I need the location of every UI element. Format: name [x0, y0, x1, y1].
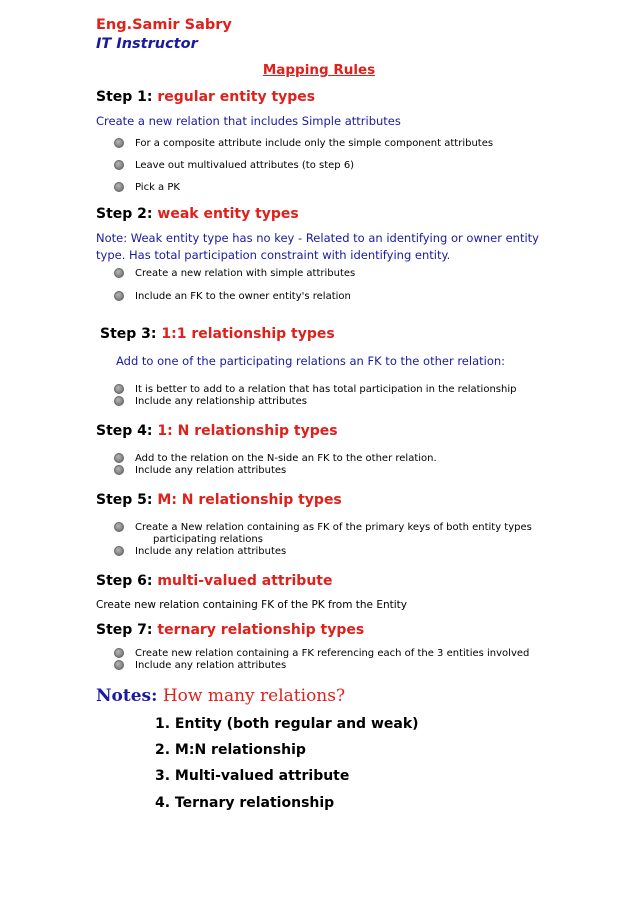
step-1-label: Step 1: — [96, 89, 153, 105]
bullet-icon — [114, 160, 124, 170]
step-6-label: Step 6: — [96, 573, 153, 589]
step-4-bullet-1: Add to the relation on the N-side an FK to the other relation. — [135, 453, 437, 464]
document-title-text: Mapping Rules — [262, 62, 376, 78]
step-6-text: Create new relation containing FK of the PK from the Entity — [96, 599, 408, 611]
step-5-bullet-1-continued: participating relations — [153, 534, 263, 545]
step-7-heading — [96, 622, 364, 638]
step-5-bullet-2: Include any relation attributes — [135, 546, 287, 557]
step-6-heading — [96, 573, 333, 589]
step-2-bullet-2: Include an FK to the owner entity's relation — [135, 291, 351, 302]
step-5-name: M: N relationship types — [157, 492, 342, 508]
notes-item-2: 2. M:N relationship — [155, 742, 306, 758]
bullet-icon — [114, 453, 124, 463]
notes-item-1: 1. Entity (both regular and weak) — [155, 716, 419, 732]
step-4-name: 1: N relationship types — [157, 423, 338, 439]
step-1-bullet-1: For a composite attribute include only the simple component attributes — [135, 138, 494, 149]
bullet-icon — [114, 384, 124, 394]
step-1-bullet-3: Pick a PK — [135, 182, 180, 193]
step-7-bullet-2: Include any relation attributes — [135, 660, 287, 671]
bullet-icon — [114, 396, 124, 406]
step-7-name: ternary relationship types — [157, 622, 365, 638]
step-2-note-line-1: Note: Weak entity type has no key - Related to an identifying or owner entity — [96, 231, 539, 245]
bullet-icon — [114, 660, 124, 670]
bullet-icon — [114, 291, 124, 301]
notes-heading — [96, 686, 345, 706]
bullet-icon — [114, 138, 124, 148]
step-1-bullet-2: Leave out multivalued attributes (to step 6) — [135, 160, 355, 171]
step-6-name: multi-valued attribute — [157, 573, 333, 589]
bullet-icon — [114, 522, 124, 532]
step-4-heading — [96, 423, 338, 439]
author-role: IT Instructor — [96, 36, 198, 52]
step-4-bullet-2: Include any relation attributes — [135, 465, 287, 476]
bullet-icon — [114, 268, 124, 278]
step-5-bullet-1: Create a New relation containing as FK of the primary keys of both entity types — [135, 522, 532, 533]
step-3-bullet-1: It is better to add to a relation that has total participation in the relationship — [135, 384, 517, 395]
step-2-note-line-2: type. Has total participation constraint with identifying entity. — [96, 248, 451, 262]
step-1-heading — [96, 89, 315, 105]
bullet-icon — [114, 546, 124, 556]
step-3-heading — [100, 326, 335, 342]
step-2-heading — [96, 206, 299, 222]
step-3-name: 1:1 relationship types — [161, 326, 335, 342]
notes-label: Notes: — [96, 686, 158, 706]
notes-item-3: 3. Multi-valued attribute — [155, 768, 350, 784]
bullet-icon — [114, 465, 124, 475]
step-2-label: Step 2: — [96, 206, 153, 222]
step-2-bullet-1: Create a new relation with simple attributes — [135, 268, 356, 279]
step-3-label: Step 3: — [100, 326, 157, 342]
step-3-bullet-2: Include any relationship attributes — [135, 396, 307, 407]
notes-item-4: 4. Ternary relationship — [155, 795, 335, 811]
step-3-note: Add to one of the participating relations an FK to the other relation: — [116, 354, 506, 368]
step-7-label: Step 7: — [96, 622, 153, 638]
step-5-label: Step 5: — [96, 492, 153, 508]
step-5-heading — [96, 492, 342, 508]
bullet-icon — [114, 182, 124, 192]
step-7-bullet-1: Create new relation containing a FK referencing each of the 3 entities involved — [135, 648, 530, 659]
step-1-note: Create a new relation that includes Simple attributes — [96, 114, 401, 128]
notes-question: How many relations? — [162, 686, 346, 706]
bullet-icon — [114, 648, 124, 658]
step-2-name: weak entity types — [157, 206, 299, 222]
step-1-name: regular entity types — [157, 89, 316, 105]
document-title — [0, 62, 638, 78]
step-4-label: Step 4: — [96, 423, 153, 439]
author-name: Eng.Samir Sabry — [96, 17, 232, 33]
